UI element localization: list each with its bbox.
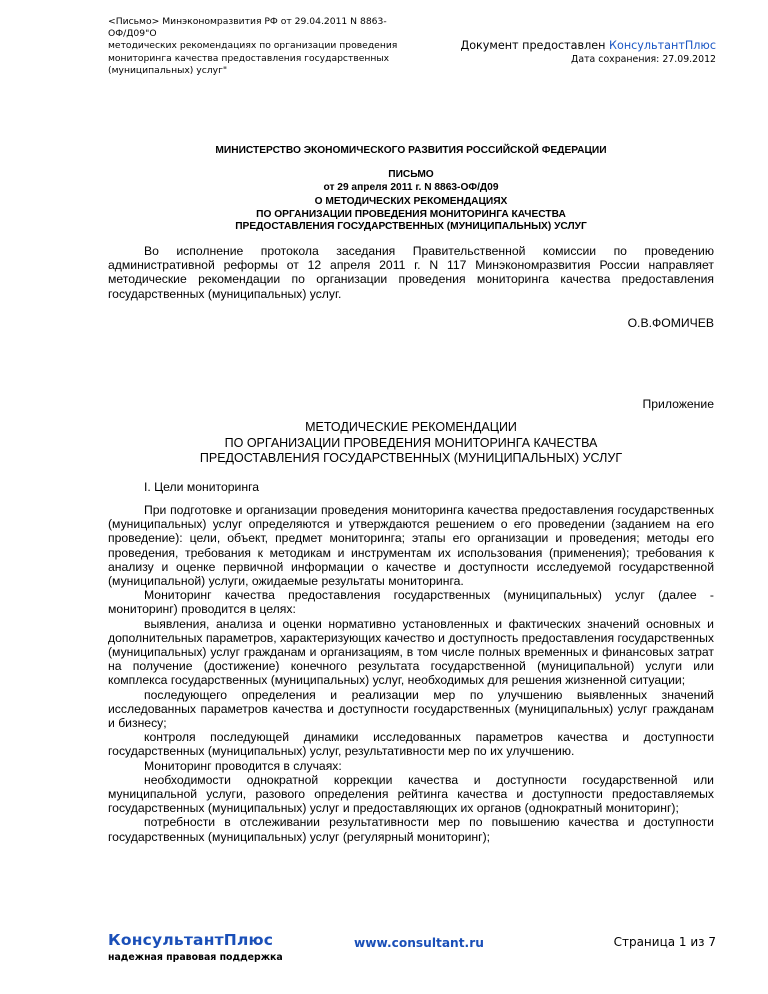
appendix-title-line: МЕТОДИЧЕСКИЕ РЕКОМЕНДАЦИИ: [305, 420, 517, 434]
footer-logo: [108, 931, 283, 964]
letter-paragraph: Во исполнение протокола заседания Правительственной комиссии по проведению административной реформы от 12 апреля 2011 г. N 117 Минэкономразвития России направляет методические рекомендации по организации проведения мониторинга качества предоставления государственных (муниципальных) услуг.: [108, 244, 714, 301]
ministry-heading: [108, 145, 714, 158]
body-paragraph: Мониторинг качества предоставления государственных (муниципальных) услуг (далее - мониторинг) проводится в целях:: [108, 588, 714, 617]
letter-date: от 29 апреля 2011 г. N 8863-ОФ/Д09: [323, 181, 499, 193]
ministry-name: МИНИСТЕРСТВО ЭКОНОМИЧЕСКОГО РАЗВИТИЯ РОССИЙСКОЙ ФЕДЕРАЦИИ: [215, 145, 607, 156]
letter-heading: [108, 169, 714, 194]
header-line: <Письмо> Минэкономразвития РФ от 29.04.2011 N 8863-ОФ/Д09"О: [108, 16, 387, 40]
section-heading: I. Цели мониторинга: [144, 480, 260, 494]
letter-body: [108, 244, 714, 301]
body-paragraph: При подготовке и организации проведения мониторинга качества предоставления государственных (муниципальных) услуг определяются и утверждаются решением о его проведении (заданием на его проведение): цели, объект, предмет мониторинга; этапы его организации и проведения; методы его проведения, требования к методикам и инструментам их использования (применения); требования к анализу и оценке первичной информации о качестве и доступности исследуемой государственной (муниципальной) услуги, ожидаемые результаты мониторинга.: [108, 503, 714, 589]
website-link[interactable]: www.consultant.ru: [354, 936, 484, 950]
header-line: методических рекомендациях по организации проведения: [108, 40, 398, 52]
appendix-label: Приложение: [642, 397, 714, 411]
provider-link[interactable]: КонсультантПлюс: [609, 39, 716, 52]
body-paragraph: контроля последующей динамики исследованных параметров качества и доступности государственных (муниципальных) услуг, результативности мер по их улучшению.: [108, 730, 714, 759]
save-date: Дата сохранения: 27.09.2012: [571, 54, 716, 65]
body-paragraph: необходимости однократной коррекции качества и доступности государственной или муниципальной услуги, разового определения рейтинга качества и доступности предоставляемых государственных (муниципальных) услуг и предоставляющих их органов (однократный мониторинг);: [108, 772, 714, 816]
appendix-title: [108, 420, 714, 467]
subject-line: ПРЕДОСТАВЛЕНИЯ ГОСУДАРСТВЕННЫХ (МУНИЦИПАЛЬНЫХ) УСЛУГ: [235, 221, 587, 232]
body-paragraph: Мониторинг проводится в случаях:: [144, 758, 342, 773]
logo-tagline: надежная правовая поддержка: [108, 952, 283, 963]
subject-line: О МЕТОДИЧЕСКИХ РЕКОМЕНДАЦИЯХ: [314, 196, 508, 207]
body-paragraph: выявления, анализа и оценки нормативно установленных и фактических значений основных и дополнительных параметров, характеризующих качество и доступность предоставления государственных (муниципальных) услуг гражданам и организациям, в том числе полных временных и финансовых затрат на получение (достижение) конечного результата государственной (муниципальной) услуги или комплекса государственных (муниципальных) услуг, необходимых для решения жизненной ситуации;: [108, 616, 714, 688]
page-number: Страница 1 из 7: [613, 935, 716, 949]
header-line: мониторинга качества предоставления государственных: [108, 52, 390, 64]
appendix-body: [108, 503, 714, 844]
header-document-title: [108, 16, 398, 77]
letter-subject: [108, 196, 714, 234]
provided-by: [460, 38, 716, 53]
header-line: (муниципальных) услуг": [108, 64, 228, 76]
letter-type: ПИСЬМО: [388, 169, 434, 180]
subject-line: ПО ОРГАНИЗАЦИИ ПРОВЕДЕНИЯ МОНИТОРИНГА КАЧЕСТВА: [256, 208, 566, 220]
header-provider-info: [460, 38, 716, 66]
provided-by-prefix: Документ предоставлен: [460, 39, 610, 52]
body-paragraph: последующего определения и реализации мер по улучшению выявленных значений исследованных параметров качества и доступности государственных (муниципальных) услуг гражданам и бизнесу;: [108, 687, 714, 731]
appendix-title-line: ПРЕДОСТАВЛЕНИЯ ГОСУДАРСТВЕННЫХ (МУНИЦИПАЛЬНЫХ) УСЛУГ: [199, 451, 623, 465]
body-paragraph: потребности в отслеживании результативности мер по повышению качества и доступности государственных (муниципальных) услуг (регулярный мониторинг);: [108, 815, 714, 844]
logo-name: КонсультантПлюс: [108, 931, 274, 949]
appendix-title-line: ПО ОРГАНИЗАЦИИ ПРОВЕДЕНИЯ МОНИТОРИНГА КАЧЕСТВА: [224, 435, 598, 450]
signature: О.В.ФОМИЧЕВ: [627, 316, 714, 330]
